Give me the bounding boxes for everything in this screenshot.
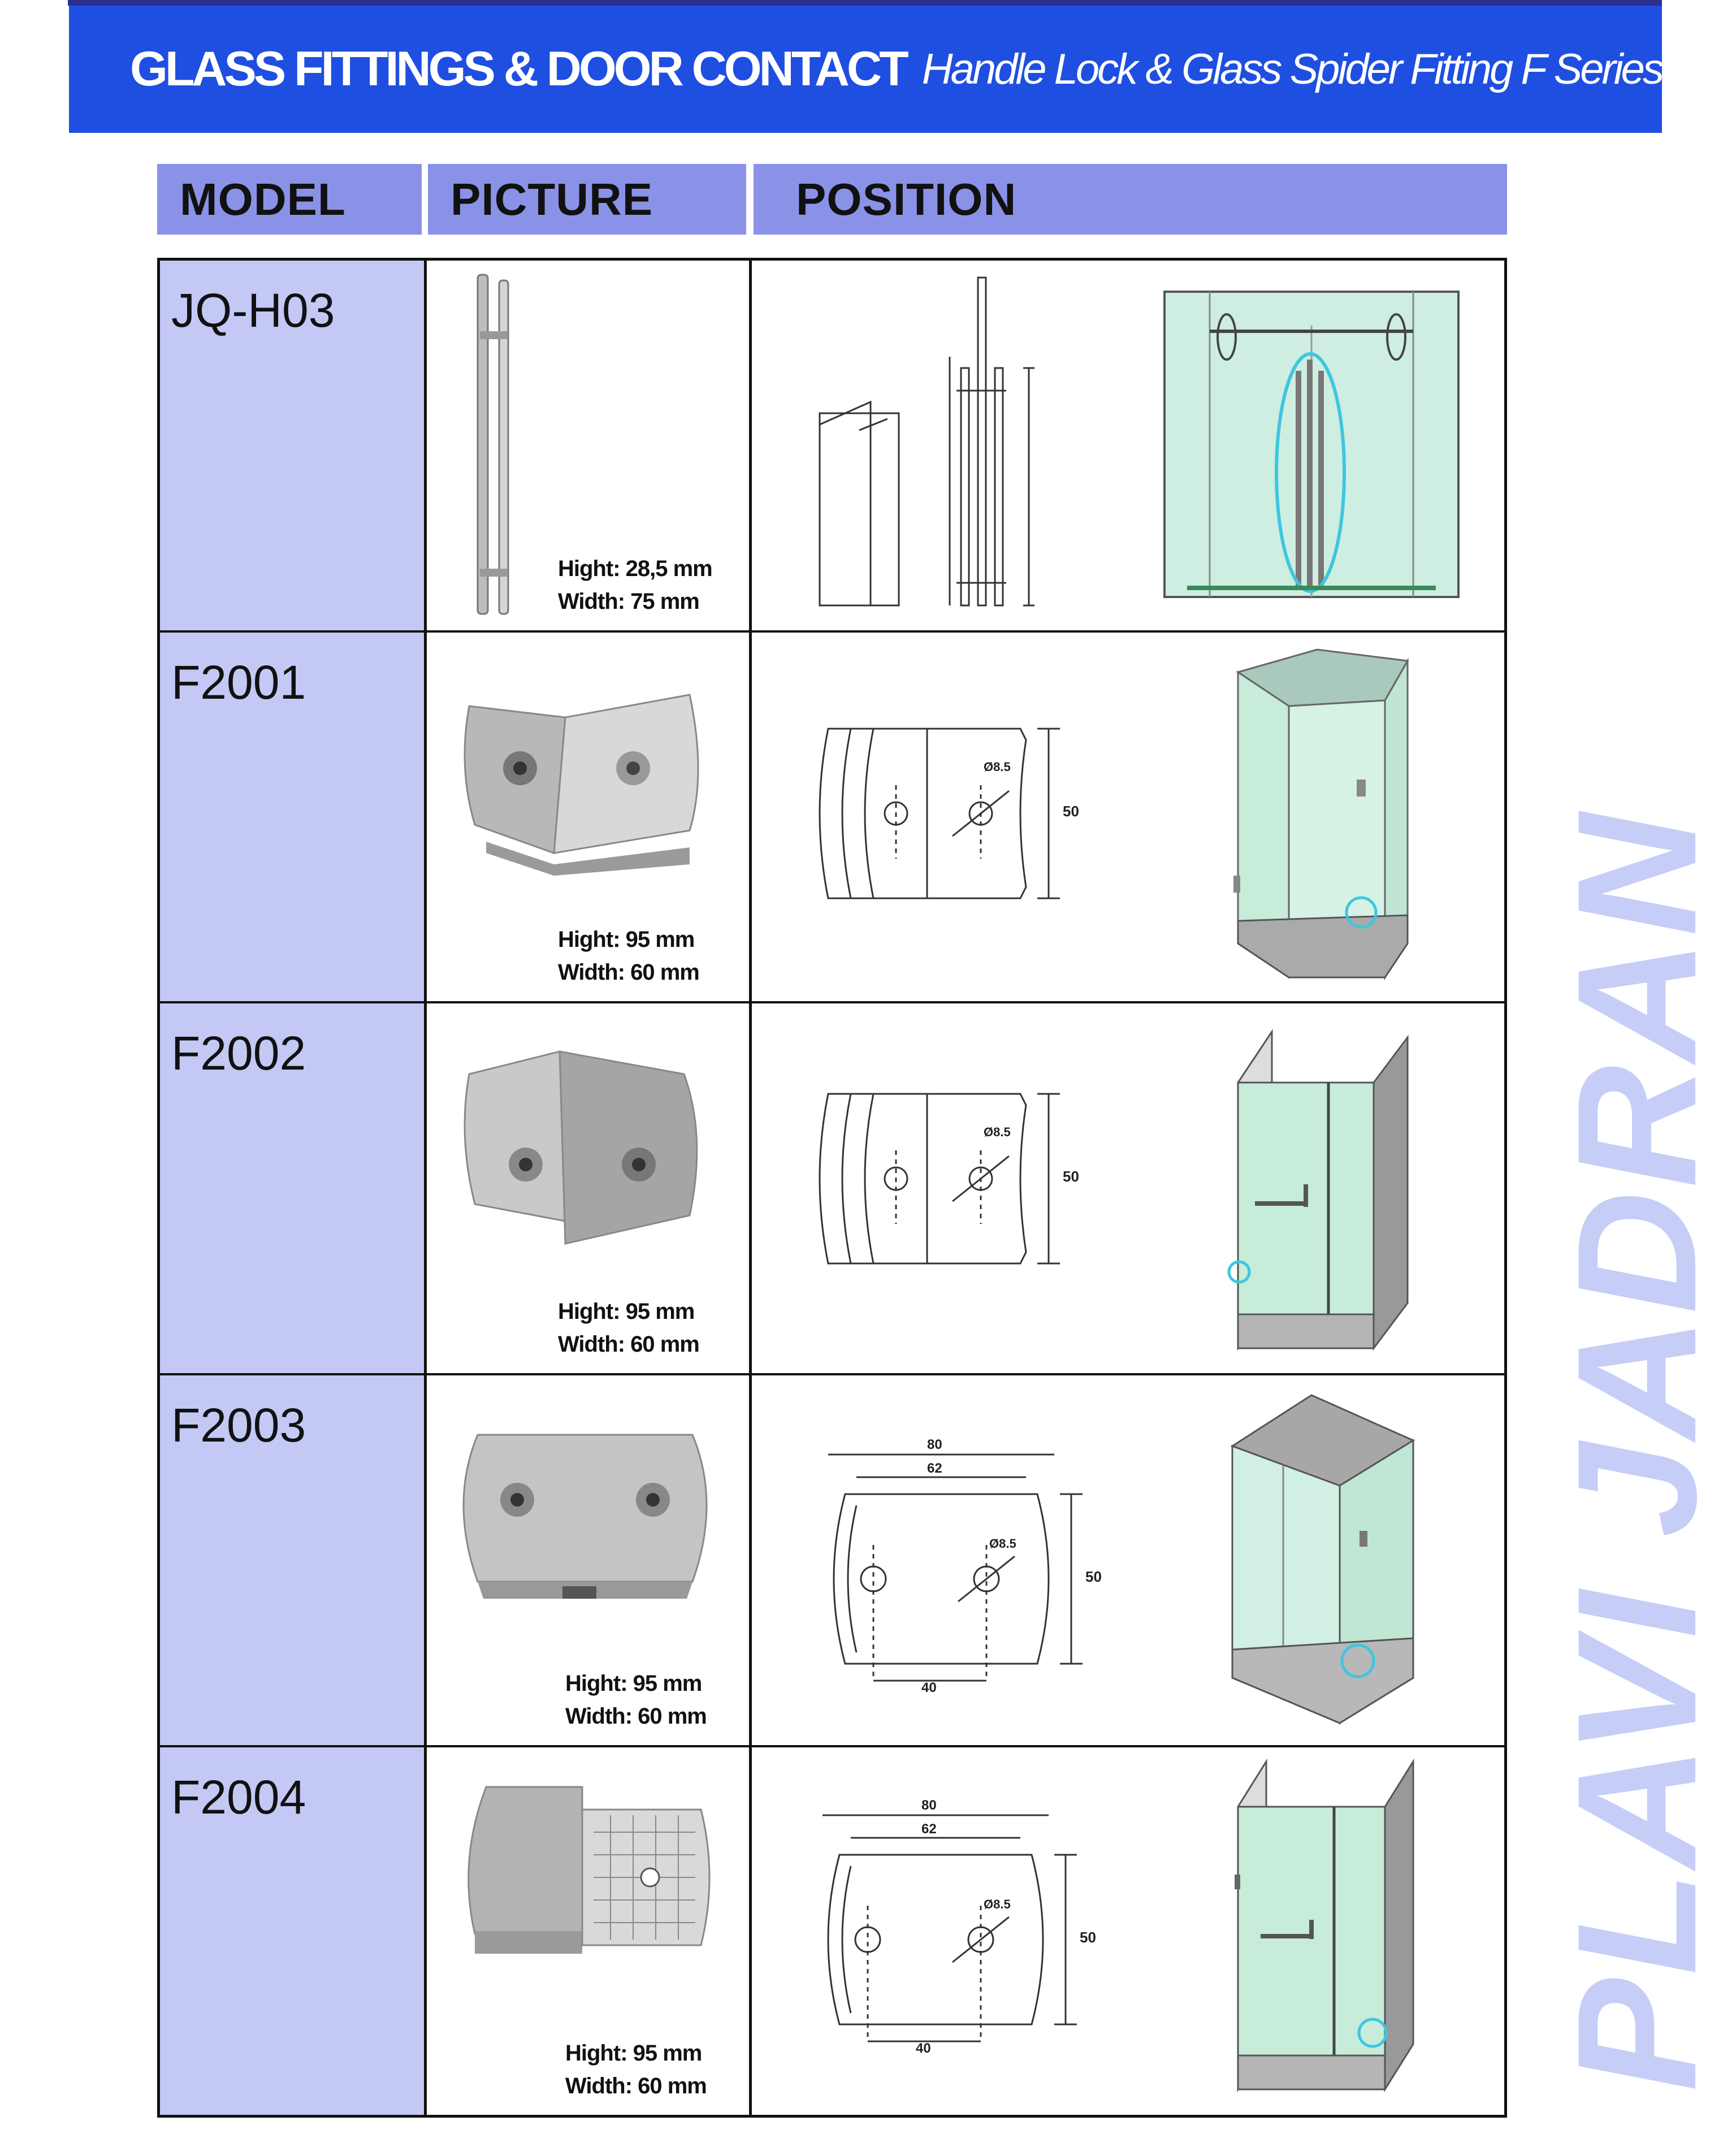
height-value: Hight: 95 mm	[558, 1299, 695, 1324]
watermark-text: PLAVI JADRAN	[1542, 810, 1731, 2092]
width-value: Width: 60 mm	[565, 2074, 707, 2098]
fitting-technical-drawing	[811, 1088, 1105, 1269]
fitting-photo	[452, 1787, 718, 1979]
door-handle-photo	[472, 275, 540, 625]
product-table	[157, 258, 1507, 2118]
column-header-position-label: POSITION	[796, 174, 1017, 224]
picture-cell	[427, 633, 752, 1001]
position-cell	[752, 1003, 1504, 1373]
handle-technical-drawing	[808, 278, 1046, 617]
shower-cabin-diagram	[1221, 650, 1413, 983]
shower-cabin-diagram	[1227, 1395, 1419, 1729]
width-value: Width: 75 mm	[558, 589, 699, 614]
dimension-text	[558, 552, 712, 618]
height-value: Hight: 95 mm	[565, 1671, 702, 1696]
model-cell	[160, 633, 427, 1001]
outer-width-label: 80	[927, 1437, 942, 1452]
model-cell	[160, 1375, 427, 1745]
height-dimension-label: 50	[1063, 1168, 1079, 1185]
hole-spacing-label: 40	[921, 1680, 937, 1695]
dimension-text	[565, 2037, 707, 2102]
model-label: F2002	[171, 1027, 306, 1080]
fitting-technical-drawing	[817, 1432, 1111, 1695]
fitting-photo	[455, 1435, 715, 1610]
column-header-model-label: MODEL	[180, 174, 346, 224]
model-cell	[160, 1747, 427, 2115]
fitting-technical-drawing	[811, 723, 1105, 904]
position-cell	[752, 1747, 1504, 2115]
shower-cabin-diagram	[1227, 1032, 1413, 1354]
dimension-text	[565, 1667, 707, 1733]
ring-dimension-label: Ø8.5	[984, 1125, 1011, 1139]
top-rule	[68, 0, 1662, 6]
position-cell	[752, 1375, 1504, 1745]
width-value: Width: 60 mm	[565, 1704, 707, 1729]
height-value: Hight: 95 mm	[558, 927, 695, 952]
table-row	[160, 261, 1504, 633]
model-label: F2004	[171, 1771, 306, 1824]
ring-dimension-label: Ø8.5	[984, 1897, 1011, 1911]
glass-door-installation-diagram	[1164, 292, 1458, 597]
fitting-technical-drawing	[811, 1793, 1105, 2056]
position-cell	[752, 261, 1504, 630]
width-value: Width: 60 mm	[558, 1332, 699, 1357]
column-header-model	[157, 164, 422, 235]
position-cell	[752, 633, 1504, 1001]
column-header-position	[754, 164, 1507, 235]
height-dimension-label: 50	[1080, 1929, 1096, 1946]
inner-width-label: 62	[927, 1461, 942, 1476]
height-value: Hight: 95 mm	[565, 2041, 702, 2066]
picture-cell	[427, 1003, 752, 1373]
model-cell	[160, 261, 427, 630]
banner-subtitle: Handle Lock & Glass Spider Fitting F Series	[921, 45, 1662, 93]
column-header-picture	[428, 164, 746, 235]
dimension-text	[558, 1295, 699, 1361]
height-value: Hight: 28,5 mm	[558, 556, 712, 581]
height-dimension-label: 50	[1063, 803, 1079, 820]
shower-cabin-diagram	[1232, 1762, 1425, 2095]
dimension-text	[558, 923, 699, 989]
picture-cell	[427, 261, 752, 630]
fitting-photo	[452, 1051, 712, 1255]
model-label: JQ-H03	[171, 284, 335, 337]
ring-dimension-label: Ø8.5	[984, 760, 1011, 774]
table-row	[160, 1003, 1504, 1375]
picture-cell	[427, 1747, 752, 2115]
title-banner	[69, 6, 1662, 133]
banner-title: GLASS FITTINGS & DOOR CONTACT	[130, 42, 906, 96]
model-label: F2003	[171, 1399, 306, 1452]
picture-cell	[427, 1375, 752, 1745]
hole-spacing-label: 40	[916, 2041, 931, 2056]
fitting-photo	[452, 683, 712, 876]
inner-width-label: 62	[921, 1821, 937, 1837]
column-header-picture-label: PICTURE	[451, 174, 653, 224]
model-cell	[160, 1003, 427, 1373]
outer-width-label: 80	[921, 1798, 937, 1813]
table-row	[160, 1375, 1504, 1747]
width-value: Width: 60 mm	[558, 960, 699, 985]
table-row	[160, 633, 1504, 1003]
height-dimension-label: 50	[1085, 1568, 1102, 1585]
table-row	[160, 1747, 1504, 2115]
ring-dimension-label: Ø8.5	[989, 1537, 1016, 1551]
model-label: F2001	[171, 656, 306, 709]
